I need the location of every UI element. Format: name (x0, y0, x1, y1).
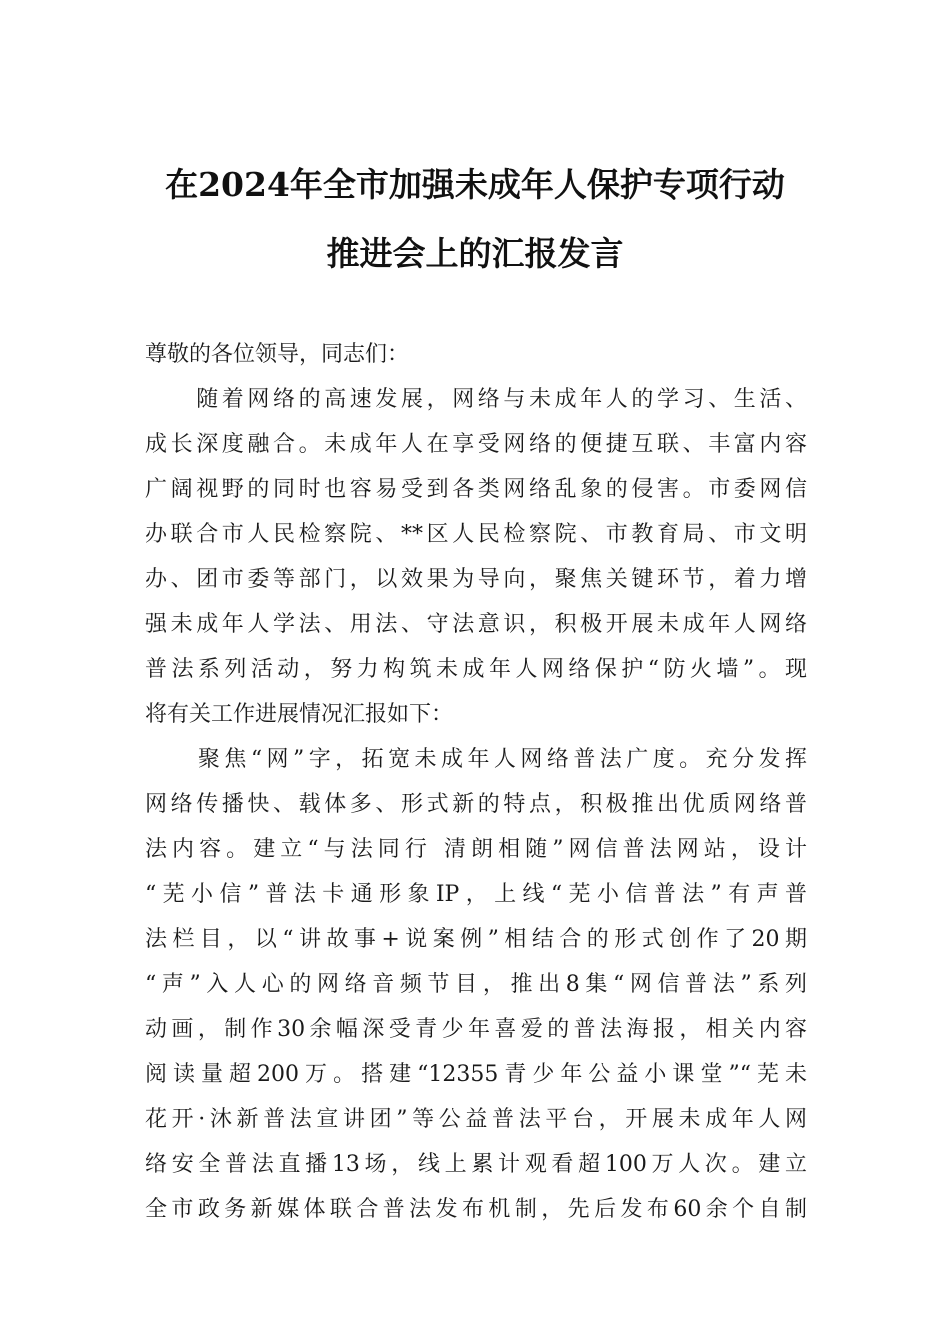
paragraph-line: “声”入人心的网络音频节目，推出8集“网信普法”系列 (145, 972, 807, 997)
paragraph-line: 随着网络的高速发展，网络与未成年人的学习、生活、 (145, 387, 807, 412)
document-title-line-2: 推进会上的汇报发言 (326, 234, 624, 273)
paragraph-line: 法栏目，以“讲故事+说案例”相结合的形式创作了20期 (145, 927, 807, 952)
paragraph-line: 普法系列活动，努力构筑未成年人网络保护“防火墙”。现 (145, 657, 807, 682)
paragraph-line: 成长深度融合。未成年人在享受网络的便捷互联、丰富内容 (145, 432, 807, 457)
paragraph-line: 将有关工作进展情况汇报如下： (145, 702, 454, 727)
paragraph-line: 强未成年人学法、用法、守法意识，积极开展未成年人网络 (145, 612, 807, 637)
paragraph-line: 花开·沐新普法宣讲团”等公益普法平台，开展未成年人网 (145, 1107, 807, 1132)
paragraph-line: 办联合市人民检察院、**区人民检察院、市教育局、市文明 (145, 522, 807, 547)
paragraph-1 (145, 377, 807, 737)
paragraph-line: 网络传播快、载体多、形式新的特点，积极推出优质网络普 (145, 792, 807, 817)
paragraph-line: 动画，制作30余幅深受青少年喜爱的普法海报，相关内容 (145, 1017, 807, 1042)
paragraph-line: 广阔视野的同时也容易受到各类网络乱象的侵害。市委网信 (145, 477, 807, 502)
paragraph-line: 络安全普法直播13场，线上累计观看超100万人次。建立 (145, 1152, 807, 1177)
paragraph-line: “芜小信”普法卡通形象IP，上线“芜小信普法”有声普 (145, 882, 807, 907)
paragraph-line: 法内容。建立“与法同行 清朗相随”网信普法网站，设计 (145, 837, 807, 862)
salutation: 尊敬的各位领导，同志们： (145, 342, 410, 367)
document-body (145, 332, 807, 1232)
paragraph-line: 办、团市委等部门，以效果为导向，聚焦关键环节，着力增 (145, 567, 807, 592)
document-title-line-1: 在2024年全市加强未成年人保护专项行动 (165, 165, 785, 204)
paragraph-line: 阅读量超200万。搭建“12355青少年公益小课堂”“芜未 (145, 1062, 807, 1087)
paragraph-line: 聚焦“网”字，拓宽未成年人网络普法广度。充分发挥 (145, 747, 807, 772)
paragraph-line: 全市政务新媒体联合普法发布机制，先后发布60余个自制 (145, 1197, 807, 1222)
paragraph-2 (145, 737, 807, 1232)
